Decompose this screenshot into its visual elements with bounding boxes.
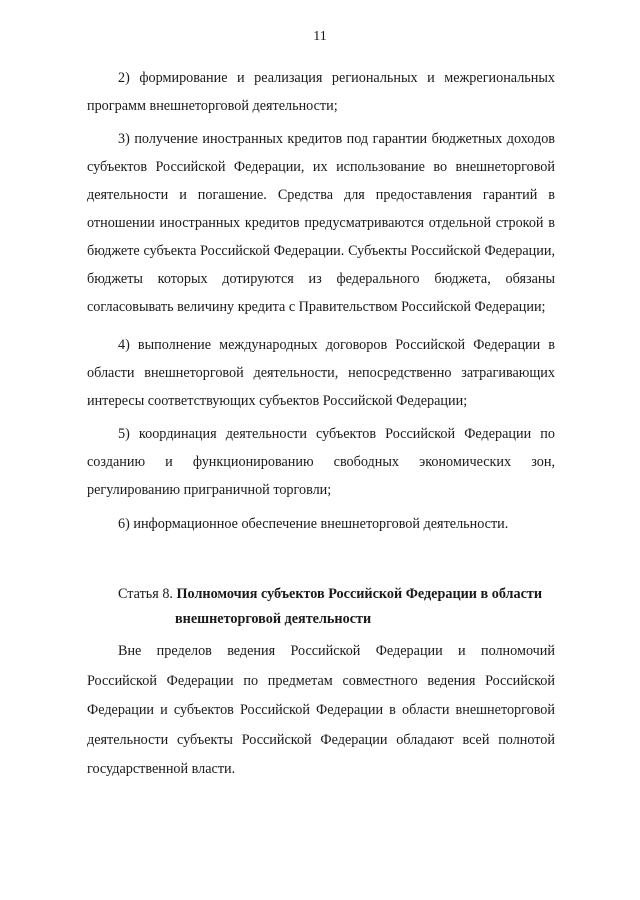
list-item-2: 2) формирование и реализация региональных и межрегиональных программ внешнеторговой деятельности; [87,70,555,114]
page-number: 11 [313,29,327,44]
article-heading [118,582,558,632]
article-label: Статья 8. [118,586,177,602]
list-item-5: 5) координация деятельности субъектов Российской Федерации по созданию и функционированию свободных экономических зон, регулированию приграничной торговли; [87,426,555,498]
article-title-line1: Полномочия субъектов Российской Федерации в области [176,586,543,602]
article-body: Вне пределов ведения Российской Федерации и полномочий Российской Федерации по предметам совместного ведения Российской Федерации и субъектов Российской Федерации в области внешнеторговой деятельности субъекты Российской Федерации обладают всей полнотой государственной власти. [87,643,555,777]
list-item-4: 4) выполнение международных договоров Российской Федерации в области внешнеторговой деятельности, непосредственно затрагивающих интересы соответствующих субъектов Российской Федерации; [87,337,555,409]
list-item-6: 6) информационное обеспечение внешнеторговой деятельности. [118,516,509,532]
list-item-3: 3) получение иностранных кредитов под гарантии бюджетных доходов субъектов Российской Федерации, их использование во внешнеторговой деятельности и погашение. Средства для предоставления гарантий в отношении иностранных кредитов предусматриваются отдельной строкой в бюджете субъекта Российской Федерации. Субъекты Российской Федерации, бюджеты которых дотируются из федерального бюджета, обязаны согласовывать величину кредита с Правительством Российской Федерации; [87,131,555,315]
article-title-line2: внешнеторговой деятельности [175,611,372,627]
